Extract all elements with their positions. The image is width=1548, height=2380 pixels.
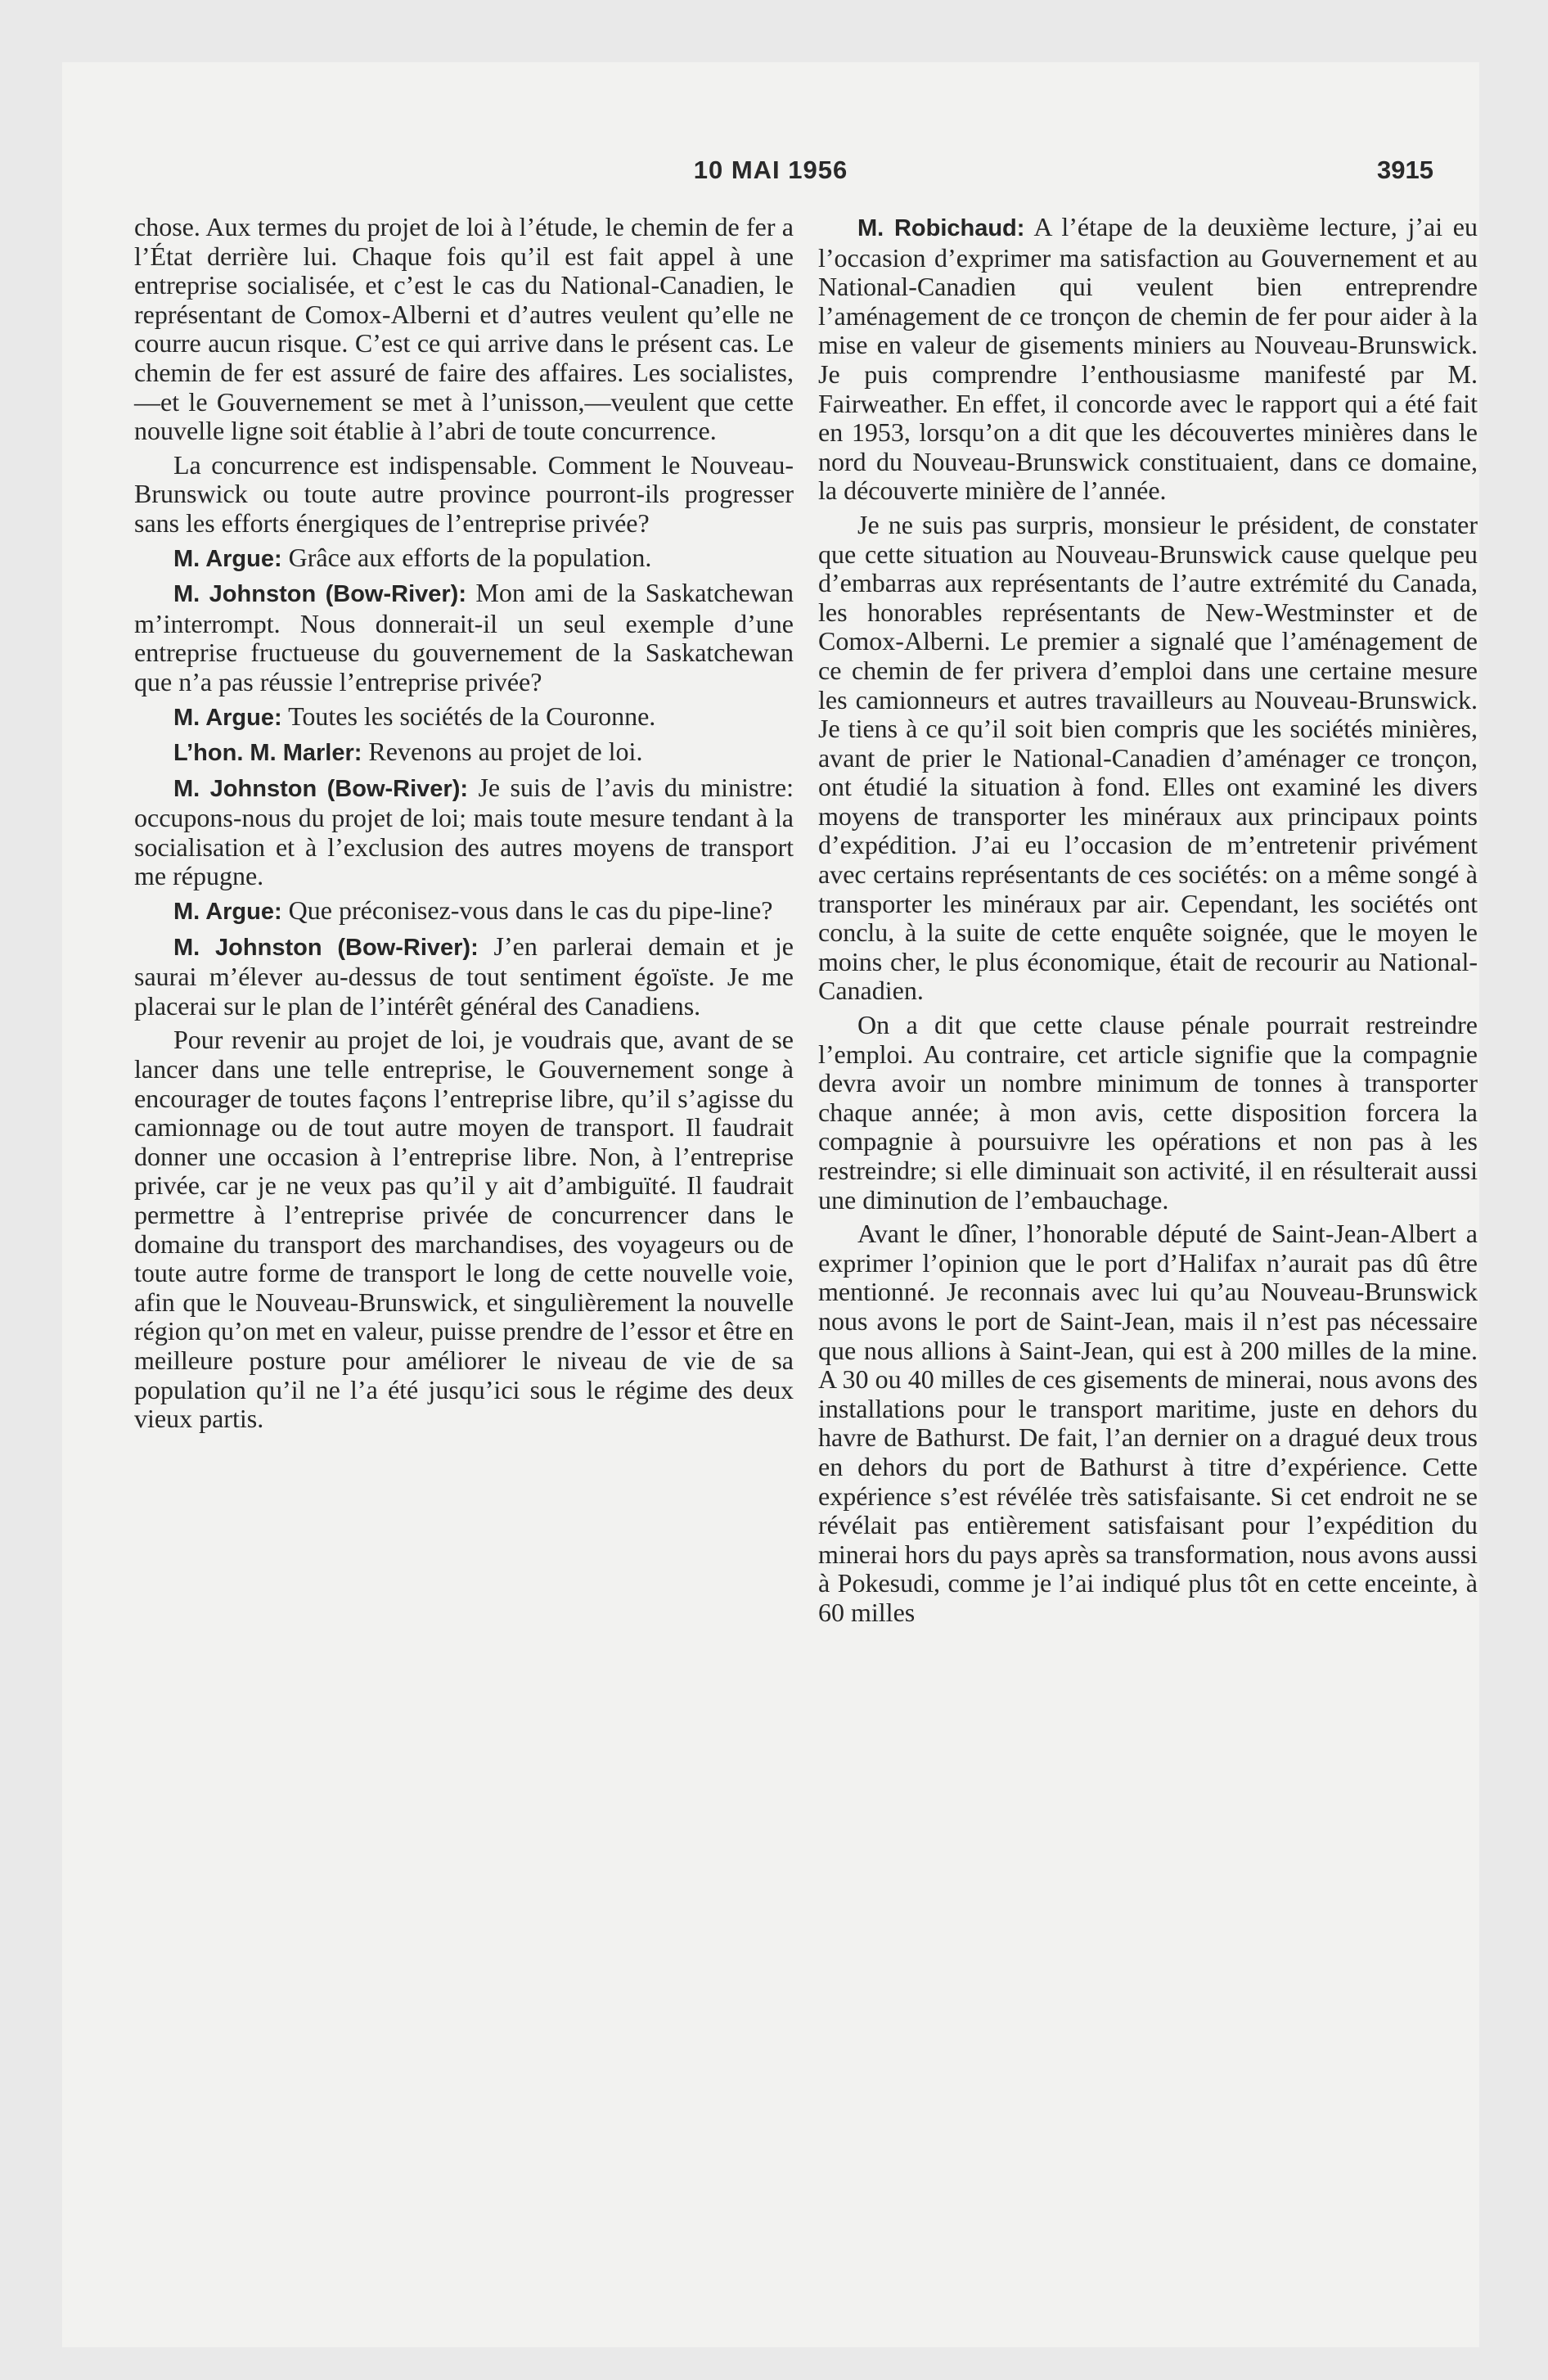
paragraph-text: A l’étape de la deuxième lecture, j’ai eu l’occasion d’exprimer ma satisfaction au Gouvernement et au National-Canadien qui veulent bien entreprendre l’aménagement de ce tronçon de chemin de fer pour aider à la mise en valeur de gisements miniers au Nouveau-Brunswick. Je puis comprendre l’enthousiasme manifesté par M. Fairweather. En effet, il concorde avec le rapport qui a été fait en 1953, lorsqu’on a dit que les découvertes minières dans le nord du Nouveau-Brunswick constituaient, dans ce domaine, la découverte minière de l’année. (818, 212, 1478, 506)
paragraph-text: Revenons au projet de loi. (368, 737, 643, 767)
paragraph (134, 702, 794, 733)
paragraph-text: Que préconisez-vous dans le cas du pipe-line? (288, 895, 773, 926)
paragraph (134, 213, 794, 446)
paragraph (134, 773, 794, 891)
speaker-name: M. Johnston (Bow-River): (173, 934, 479, 961)
paragraph (134, 451, 794, 539)
page-header (62, 156, 1479, 205)
paragraph-text: La concurrence est indispensable. Comment le Nouveau-Brunswick ou toute autre province pourront-ils progresser sans les efforts énergiques de l’entreprise privée? (134, 449, 794, 538)
paragraph-text: Je suis de l’avis du ministre: occupons-nous du projet de loi; mais toute mesure tendant à la socialisation et à l’exclusion des autres moyens de transport me répugne. (134, 772, 794, 891)
left-column (134, 213, 794, 1439)
speaker-name: L’hon. M. Marler: (173, 740, 362, 767)
paragraph-text: J’en parlerai demain et je saurai m’élever au-dessus de tout sentiment égoïste. Je me placerai sur le plan de l’intérêt général des Canadiens. (134, 931, 794, 1021)
paragraph (818, 1219, 1478, 1627)
paragraph (818, 511, 1478, 1006)
paragraph-text: Pour revenir au projet de loi, je voudrais que, avant de se lancer dans une telle entreprise, le Gouvernement songe à encourager de toutes façons l’entreprise libre, qu’il s’agisse du camionnage ou de tout autre moyen de transport. Il faudrait donner une occasion à l’entreprise libre. Non, à l’entreprise privée, car je ne veux pas qu’il y ait d’ambiguïté. Il faudrait permettre à l’entreprise privée de concurrencer dans le domaine du transport des marchandises, des voyageurs ou de toute autre forme de transport le long de cette nouvelle voie, afin que le Nouveau-Brunswick, et singulièrement la nouvelle région qu’on met en valeur, puisse prendre de l’essor et être en meilleure posture pour améliorer le niveau de vie de sa population qu’il ne l’a été jusqu’ici sous le régime des deux vieux partis. (134, 1025, 794, 1434)
paragraph (818, 1011, 1478, 1215)
paragraph (134, 579, 794, 696)
paragraph (134, 896, 794, 927)
paragraph-text: Mon ami de la Saskatchewan m’interrompt. Nous donnerait-il un seul exemple d’une entreprise fructueuse du gouvernement de la Saskatchewan que n’a pas réussie l’entreprise privée? (134, 578, 794, 696)
speaker-name: M. Johnston (Bow-River): (173, 775, 469, 802)
paragraph (818, 213, 1478, 506)
speaker-name: M. Robichaud: (857, 215, 1025, 241)
speaker-name: M. Johnston (Bow-River): (173, 581, 466, 608)
paragraph-text: Toutes les sociétés de la Couronne. (288, 701, 656, 731)
paragraph-text: Grâce aux efforts de la population. (288, 542, 652, 572)
paragraph (134, 737, 794, 769)
paragraph-text: chose. Aux termes du projet de loi à l’étude, le chemin de fer a l’État derrière lui. Chaque fois qu’il est fait appel à une entreprise socialisée, et c’est le cas du National-Canadien, le représentant de Comox-Alberni et d’autres veulent qu’elle ne courre aucun risque. C’est ce qui arrive dans le présent cas. Le chemin de fer est assuré de faire des affaires. Les socialistes,—et le Gouvernement se met à l’unisson,—veulent que cette nouvelle ligne soit établie à l’abri de toute concurrence. (134, 212, 794, 446)
speaker-name: M. Argue: (173, 704, 282, 731)
paragraph (134, 543, 794, 575)
paragraph-text: Je ne suis pas surpris, monsieur le président, de constater que cette situation au Nouveau-Brunswick cause quelque peu d’embarras aux représentants de l’autre extrémité du Canada, les honorables représentants de New-Westminster et de Comox-Alberni. Le premier a signalé que l’aménagement de ce chemin de fer privera d’emploi dans une certaine mesure les camionneurs et autres travailleurs au Nouveau-Brunswick. Je tiens à ce qu’il soit bien compris que les sociétés minières, avant de prier le National-Canadien d’aménager ce tronçon, ont étudié la situation à fond. Elles ont examiné les divers moyens de transporter les minéraux aux principaux points d’expédition. J’ai eu l’occasion de m’entretenir privément avec certains représentants de ces sociétés: on a même songé à transporter les minéraux par air. Cependant, les sociétés ont conclu, à la suite de cette enquête soignée, que le moyen le moins cher, le plus économique, était de recourir au National-Canadien. (818, 509, 1478, 1006)
page-date: 10 MAI 1956 (693, 156, 848, 184)
speaker-name: M. Argue: (173, 545, 282, 572)
page-number: 3915 (1377, 156, 1433, 184)
paragraph (134, 1025, 794, 1433)
paragraph-text: Avant le dîner, l’honorable député de Saint-Jean-Albert a exprimer l’opinion que le port d’Halifax n’aurait pas dû être mentionné. Je reconnais avec lui qu’au Nouveau-Brunswick nous avons le port de Saint-Jean, mais il n’est pas nécessaire que nous allions à Saint-Jean, qui est à 200 milles de la mine. A 30 ou 40 milles de ces gisements de minerai, nous avons des installations pour le transport maritime, juste en dehors du havre de Bathurst. De fait, l’an dernier on a dragué deux trous en dehors du port de Bathurst à titre d’expérience. Cette expérience s’est révélée très satisfaisante. Si cet endroit ne se révélait pas entièrement satisfaisant pour l’expédition du minerai hors du pays après sa transformation, nous avons aussi à Pokesudi, comme je l’ai indiqué plus tôt en cette enceinte, à 60 milles (818, 1219, 1478, 1627)
speaker-name: M. Argue: (173, 899, 282, 926)
paragraph-text: On a dit que cette clause pénale pourrait restreindre l’emploi. Au contraire, cet article signifie que la compagnie devra avoir un nombre minimum de tonnes à transporter chaque année; à mon avis, cette disposition forcera la compagnie à poursuivre les opérations et non pas à les restreindre; si elle diminuait son activité, il en résulterait aussi une diminution de l’embauchage. (818, 1010, 1478, 1215)
paragraph (134, 932, 794, 1021)
right-column (818, 213, 1478, 1633)
hansard-page (62, 62, 1479, 2347)
